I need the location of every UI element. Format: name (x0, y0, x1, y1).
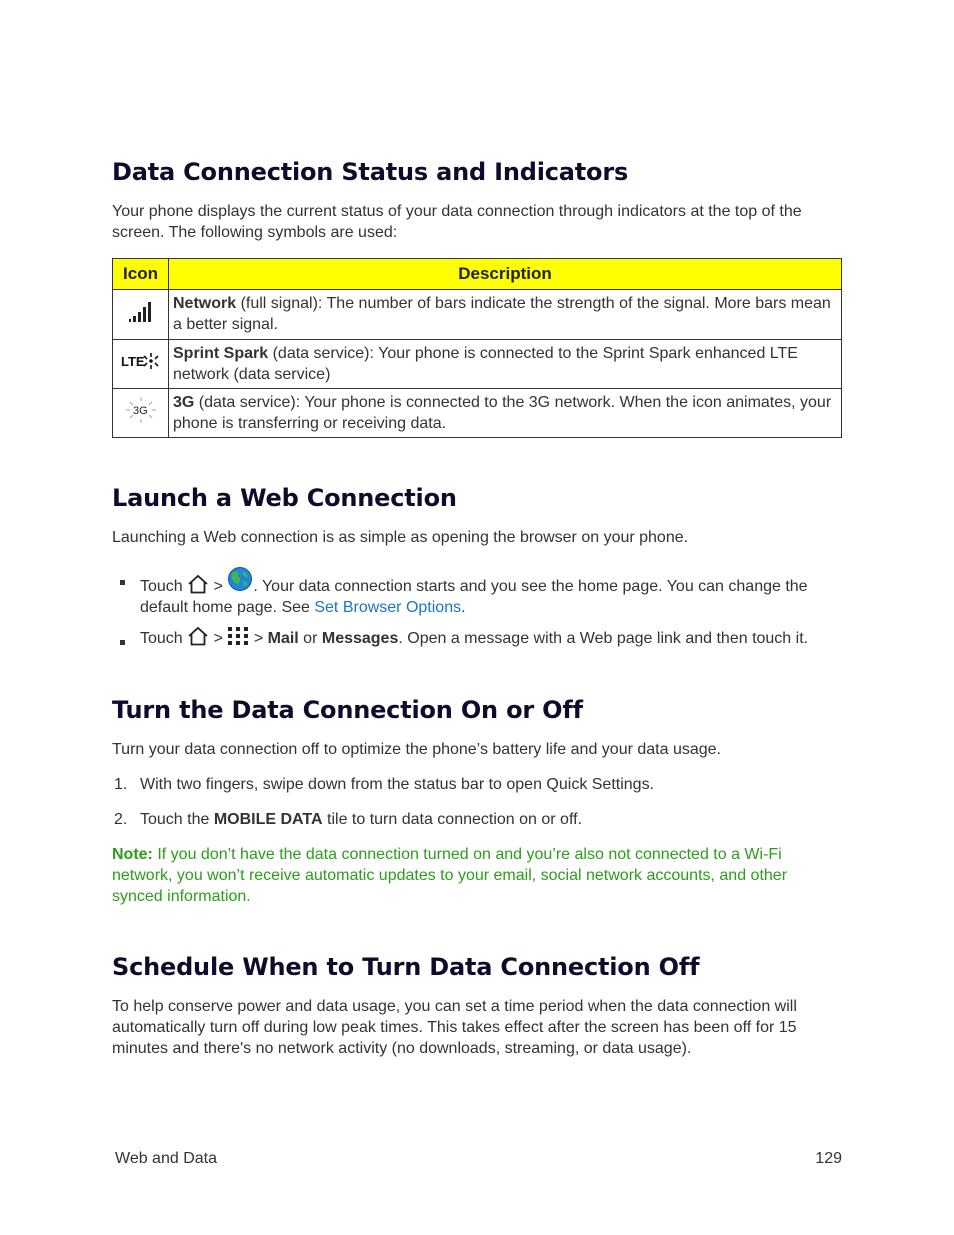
heading-status: Data Connection Status and Indicators (112, 158, 629, 186)
step-number: 2. (114, 811, 128, 828)
separator: > (209, 578, 228, 595)
schedule-body: To help conserve power and data usage, you can set a time period when the data connection will automatically turn off during low peak times. This takes effect after the screen has been off for 15 minutes and there's no network activity (no downloads, streaming, or data usage). (112, 998, 797, 1057)
touch-label: Touch (140, 630, 188, 647)
table-cell-description (169, 340, 842, 389)
table-header-row (113, 259, 842, 290)
desc-sprint-spark: (data service): Your phone is connected to the Sprint Spark enhanced LTE network (data service) (173, 345, 798, 383)
home-icon[interactable] (187, 626, 209, 646)
home-icon[interactable] (187, 574, 209, 594)
svg-text:LTE: LTE (120, 354, 145, 369)
separator: > (209, 630, 228, 647)
or-label: or (298, 630, 322, 647)
messages-label: Messages (321, 630, 399, 647)
step-text (140, 809, 582, 830)
bullet-text (140, 566, 830, 618)
footer-section-title: Web and Data (115, 1150, 217, 1167)
col-description-header: Description (169, 259, 842, 290)
step2-a: Touch the (140, 811, 214, 828)
set-browser-options-link[interactable]: Set Browser Options (314, 599, 462, 616)
globe-icon[interactable] (227, 566, 253, 592)
bullet-text (140, 626, 830, 649)
heading-schedule: Schedule When to Turn Data Connection Off (112, 953, 700, 981)
toggle-intro: Turn your data connection off to optimize the phone’s battery life and your data usage. (112, 741, 721, 758)
indicator-table (112, 258, 842, 438)
bullet1-text: . Your data connection starts and you see the home page. You can change the default home page. See (140, 578, 808, 616)
launch-intro: Launching a Web connection is as simple as opening the browser on your phone. (112, 529, 689, 546)
term-3g: 3G (173, 394, 195, 411)
touch-label: Touch (140, 578, 188, 595)
col-icon-header: Icon (113, 259, 169, 290)
mobile-data-label: MOBILE DATA (213, 811, 323, 828)
note-paragraph (112, 844, 822, 907)
table-cell-icon (113, 290, 169, 340)
term-network: Network (173, 295, 237, 312)
table-row (113, 340, 842, 389)
svg-text:3G: 3G (132, 405, 148, 417)
bullet-dot (120, 640, 125, 645)
table-cell-description (169, 290, 842, 340)
bullet1-end: . (461, 599, 466, 616)
apps-grid-icon[interactable] (227, 626, 249, 646)
3g-icon (125, 396, 157, 424)
term-sprint-spark: Sprint Spark (173, 345, 269, 362)
note-text: If you don’t have the data connection turned on and you’re also not connected to a Wi-Fi network, you won’t receive automatic updates to your email, social network accounts, and other synced information. (112, 846, 788, 905)
heading-launch: Launch a Web Connection (112, 484, 457, 512)
step-text: With two fingers, swipe down from the status bar to open Quick Settings. (140, 776, 655, 793)
table-row (113, 389, 842, 438)
bullet2-text: . Open a message with a Web page link and then touch it. (398, 630, 809, 647)
separator: > (249, 630, 268, 647)
table-row (113, 290, 842, 340)
signal-bars-icon (127, 301, 155, 323)
desc-network: (full signal): The number of bars indicate the strength of the signal. More bars mean a better signal. (173, 295, 831, 333)
table-cell-icon (113, 340, 169, 389)
table-cell-icon (113, 389, 169, 438)
step-number: 1. (114, 776, 128, 793)
bullet-dot (120, 580, 125, 585)
lte-spark-icon (119, 351, 163, 371)
table-cell-description (169, 389, 842, 438)
step2-c: tile to turn data connection on or off. (322, 811, 582, 828)
page-number: 129 (815, 1150, 842, 1167)
heading-toggle: Turn the Data Connection On or Off (112, 696, 583, 724)
note-label: Note: (112, 846, 153, 863)
desc-3g: (data service): Your phone is connected to the 3G network. When the icon animates, your phone is transferring or receiving data. (173, 394, 832, 432)
status-intro: Your phone displays the current status of your data connection through indicators at the top of the screen. The following symbols are used: (112, 203, 802, 241)
mail-label: Mail (267, 630, 299, 647)
